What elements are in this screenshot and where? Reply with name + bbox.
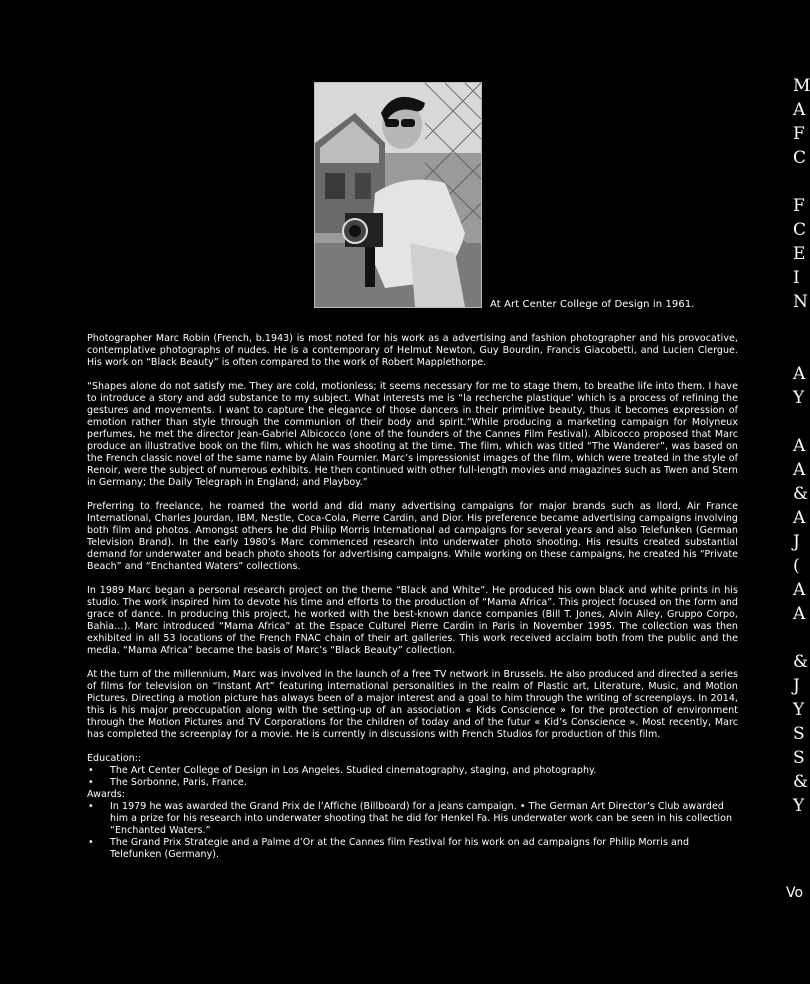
list-item: • The Grand Prix Strategie and a Palme d’Or at the Cannes film Festival for his work on ad campaigns for Philip Morris and Telefunken (Germany). <box>87 837 738 861</box>
list-item: • In 1979 he was awarded the Grand Prix de l’Affiche (Billboard) for a jeans campaign. • The German Art Director’s Club awarded him a prize for his research into underwater shooting that he did for Henkel Fa. His underwater work can be seen in his collection “Enchanted Waters.” <box>87 801 738 837</box>
side-letter: Y <box>793 796 805 816</box>
side-letter: C <box>793 148 807 168</box>
side-letter: Y <box>793 700 805 720</box>
side-letter <box>793 626 800 650</box>
side-letter: S <box>793 748 805 768</box>
side-letter: J <box>793 676 800 696</box>
clipped-side-column <box>793 74 810 818</box>
side-letter: A <box>793 436 806 456</box>
side-letter: & <box>793 652 809 672</box>
side-letter: A <box>793 364 806 384</box>
clipped-bottom-text: Vo <box>786 885 804 901</box>
bio-paragraph: Preferring to freelance, he roamed the world and did many advertising campaigns for major brands such as Ilord, Air France International, Charles Jourdan, IBM, Nestle, Coca-Cola, Pierre Cardin, and Dior. His preference became advertising campaigns involving both film and photos. Amongst others he did Philip Morris International ad campaigns for several years and also Telefunken (German Television Brand). In the early 1980’s Marc commenced research into underwater photo shooting. His results created substantial demand for underwater and beach photo shoots for advertising campaigns. While working on these campaigns, he created his “Private Beach” and “Enchanted Waters” collections. <box>87 501 739 572</box>
awards-list <box>87 801 738 861</box>
side-letter: I <box>793 268 800 288</box>
side-letter: C <box>793 220 807 240</box>
education-list <box>87 765 738 789</box>
biography <box>87 333 738 861</box>
list-item: • The Sorbonne, Paris, France. <box>87 777 738 789</box>
side-letter: A <box>793 100 806 120</box>
side-letter: J <box>793 532 800 552</box>
side-letter: A <box>793 604 806 624</box>
side-letter: & <box>793 484 809 504</box>
bio-paragraph: At the turn of the millennium, Marc was involved in the launch of a free TV network in Brussels. He also produced and directed a series of films for television on “Instant Art” featuring international personalities in the realm of Plastic art, Literature, Music, and Motion Pictures. Directing a motion picture has always been of a major interest and a goal to him through the writing of screenplays. In 2014, this is his major preoccupation along with the setting-up of an association « Kids Conscience » for the protection of environment through the Motion Pictures and TV Corporations for the children of today and of the futur « Kid’s Conscience ». Most recently, Marc has completed the screenplay for a movie. He is currently in discussions with French Studios for production of this film. <box>87 669 738 740</box>
side-letter: S <box>793 724 805 744</box>
side-letter <box>793 314 800 338</box>
side-letter: A <box>793 460 806 480</box>
education-heading: Education:: <box>87 753 142 764</box>
side-letter: F <box>793 124 805 144</box>
portrait-photo <box>314 82 482 308</box>
side-letter: E <box>793 244 806 264</box>
side-letter <box>793 410 800 434</box>
side-letter <box>793 170 800 194</box>
bio-paragraph: “Shapes alone do not satisfy me. They are cold, motionless; it seems necessary for me to stage them, to breathe life into them. I have to introduce a story and add substance to my subject. What interests me is “la recherche plastique’ which is a process of refining the gestures and movements. I want to capture the elegance of those dancers in their primitive beauty, thus it becomes expression of emotion rather than style through the communion of their body and spirit.”While producing a marketing campaign for Molyneux perfumes, he met the director Jean-Gabriel Albicocco (one of the founders of the Cannes Film Festival). Albicocco proposed that Marc produce an illustrative book on the film, which he was shooting at the time. The film, which was titled “The Wanderer”, was based on the French classic novel of the same name by Alain Fournier. Marc’s impressionist images of the film, which were treated in the style of Renoir, were the subject of numerous exhibits. He then continued with other full-length movies and magazines such as Twen and Stern in Germany; the Daily Telegraph in England; and Playboy.” <box>87 381 738 488</box>
bio-paragraph: In 1989 Marc began a personal research project on the theme “Black and White”. He produced his own black and white prints in his studio. The work inspired him to devote his time and efforts to the production of “Mama Africa”. This project focused on the form and grace of dance. In producing this project, he worked with the best-known dance companies (Bill T. Jones, Alvin Ailey, Gruppo Corpo, Bahia…). Marc introduced “Mama Africa” at the Espace Culturel Pierre Cardin in Paris in November 1995. The collection was then exhibited in all 53 locations of the French FNAC chain of their art galleries. This work received acclaim both from the public and the media. “Mama Africa” became the basis of Marc’s “Black Beauty” collection. <box>87 585 738 656</box>
awards-heading: Awards: <box>87 789 125 800</box>
side-letter: F <box>793 196 805 216</box>
side-letter: A <box>793 580 806 600</box>
bio-paragraph: Photographer Marc Robin (French, b.1943) is most noted for his work as a advertising and fashion photographer and his provocative, contemplative photographs of nudes. He is a contemporary of Helmut Newton, Guy Bourdin, Francis Giacobetti, and Lucien Clergue. His work on “Black Beauty” is often compared to the work of Robert Mapplethorpe. <box>87 333 738 368</box>
side-letter: N <box>793 292 808 312</box>
side-letter: M <box>793 76 810 96</box>
side-letter <box>793 338 800 362</box>
side-letter: Y <box>793 388 805 408</box>
side-letter: & <box>793 772 809 792</box>
side-letter: A <box>793 508 806 528</box>
side-letter: ( <box>793 556 800 576</box>
list-item: • The Art Center College of Design in Los Angeles. Studied cinematography, staging, and photography. <box>87 765 738 777</box>
photo-caption: At Art Center College of Design in 1961. <box>490 299 695 310</box>
